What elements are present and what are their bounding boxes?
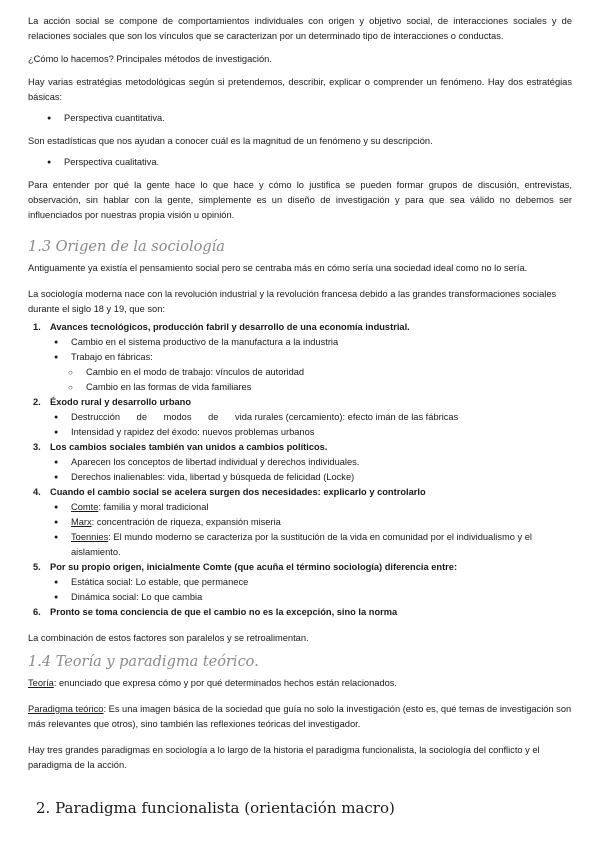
paradigmas-paragraph: Hay tres grandes paradigmas en sociología a lo largo de la historia el paradigma funcionalista, la sociología del conflicto y el paradigma de la acción.	[28, 745, 540, 770]
item-heading: Pronto se toma conciencia de que el cambio no es la excepción, sino la norma	[50, 607, 398, 617]
intro-paragraph-accion-social: La acción social se compone de comportamientos individuales con origen y objetivo social, de interacciones sociales y de relaciones sociales que son los vínculos que se caracterizan por un determinado tipo de interacciones o conductas.	[28, 16, 572, 41]
list-item: ● Derechos inalienables: vida, libertad y búsqueda de felicidad (Locke)	[50, 470, 572, 485]
numbered-item-4	[28, 485, 572, 560]
item-heading: Cuando el cambio social se acelera surgen dos necesidades: explicarlo y controlarlo	[50, 487, 426, 497]
sub-list	[50, 410, 572, 440]
term-teoria: Teoría	[28, 678, 54, 688]
intro-paragraph-estadisticas: Son estadísticas que nos ayudan a conocer cuál es la magnitud de un fenómeno y su descripción.	[28, 136, 433, 146]
numbered-item-1	[28, 320, 572, 395]
list-item: ● Dinámica social: Lo que cambia	[50, 590, 572, 605]
teoria-definition	[28, 676, 572, 691]
item-heading: Por su propio origen, inicialmente Comte (que acuña el término sociología) diferencia entre:	[50, 562, 458, 572]
list-item: ● Perspectiva cualitativa.	[28, 155, 572, 170]
list-item-spread-text: Destrucción de modos de vida	[71, 412, 253, 422]
intro-question-metodos: ¿Cómo lo hacemos? Principales métodos de investigación.	[28, 54, 272, 64]
sub-sub-list	[50, 365, 572, 395]
numbered-item-3	[28, 440, 572, 485]
list-item-text: rurales (cercamiento): efecto imán de las fábricas	[254, 412, 459, 422]
item-number: 5.	[33, 562, 41, 572]
section-heading-origen: 1.3 Origen de la sociología	[28, 239, 225, 255]
list-item	[50, 515, 572, 530]
sub-list	[50, 335, 572, 365]
intro-paragraph-cualitativa: Para entender por qué la gente hace lo que hace y cómo lo justifica se pueden formar grupos de discusión, entrevistas, observación, sin hablar con la gente, simplemente es un diseño de investigación y para que sea válido no debemos ser influenciados por nuestras propia visión u opinión.	[28, 180, 572, 220]
item-heading: Avances tecnológicos, producción fabril y desarrollo de una economía industrial.	[50, 322, 410, 332]
list-item: ● Intensidad y rapidez del éxodo: nuevos problemas urbanos	[50, 425, 572, 440]
numbered-item-6	[28, 605, 572, 620]
item-number: 3.	[33, 442, 41, 452]
term-definition: : El mundo moderno se caracteriza por la sustitución de la vida en comunidad por el individualismo y el aislamiento.	[71, 532, 532, 557]
item-number: 2.	[33, 397, 41, 407]
list-item: ● Cambio en el sistema productivo de la manufactura a la industria	[50, 335, 572, 350]
section-heading-teoria: 1.4 Teoría y paradigma teórico.	[28, 654, 259, 670]
list-item: ● Perspectiva cuantitativa.	[28, 111, 572, 126]
item-heading: Éxodo rural y desarrollo urbano	[50, 397, 192, 407]
term-paradigma: Paradigma teórico	[28, 704, 104, 714]
intro-paragraph-estrategias: Hay varias estratégias metodológicas según si pretendemos, describir, explicar o comprender un fenómeno. Hay dos estratégias básicas:	[28, 77, 572, 102]
list-item: ● Estática social: Lo estable, que permanece	[50, 575, 572, 590]
term-marx: Marx	[71, 517, 92, 527]
term-definition: : concentración de riqueza, expansión miseria	[91, 517, 281, 527]
bullet-list-cualitativa	[28, 155, 572, 170]
numbered-item-2	[28, 395, 572, 440]
numbered-item-5	[28, 560, 572, 605]
list-item	[50, 530, 572, 560]
chapter-heading-paradigma-funcionalista: 2. Paradigma funcionalista (orientación macro)	[36, 799, 395, 817]
sub-list	[50, 455, 572, 485]
list-item: ● Aparecen los conceptos de libertad individual y derechos individuales.	[50, 455, 572, 470]
term-definition: : familia y moral tradicional	[98, 502, 209, 512]
list-item: ○ Cambio en las formas de vida familiares	[50, 380, 572, 395]
list-item	[50, 500, 572, 515]
term-definition: : enunciado que expresa cómo y por qué determinados hechos están relacionados.	[53, 678, 398, 688]
term-definition: : Es una imagen básica de la sociedad que guía no solo la investigación (esto es, qué temas de investigación son más relevantes que otros), sino también las reflexiones teóricas del investigador.	[28, 704, 572, 729]
list-item: ● Trabajo en fábricas:	[50, 350, 572, 365]
paradigma-definition	[28, 702, 572, 732]
origen-paragraph-antiguamente: Antiguamente ya existía el pensamiento social pero se centraba más en cómo sería una sociedad ideal como no lo sería.	[28, 263, 528, 273]
term-toennies: Toennies	[71, 532, 109, 542]
bullet-list-cuantitativa	[28, 111, 572, 126]
origen-paragraph-combinacion: La combinación de estos factores son paralelos y se retroalimentan.	[28, 633, 309, 643]
list-item	[50, 410, 572, 425]
item-number: 1.	[33, 322, 41, 332]
item-heading: Los cambios sociales también van unidos a cambios políticos.	[50, 442, 328, 452]
origen-paragraph-sociologia-moderna: La sociología moderna nace con la revolución industrial y la revolución francesa debido a las grandes transformaciones sociales durante el siglo 18 y 19, que son:	[28, 289, 557, 314]
sub-list	[50, 575, 572, 605]
term-comte: Comte	[71, 502, 99, 512]
item-number: 6.	[33, 607, 41, 617]
numbered-list-transformaciones	[28, 320, 572, 620]
sub-list	[50, 500, 572, 560]
item-number: 4.	[33, 487, 41, 497]
list-item: ○ Cambio en el modo de trabajo: vínculos de autoridad	[50, 365, 572, 380]
